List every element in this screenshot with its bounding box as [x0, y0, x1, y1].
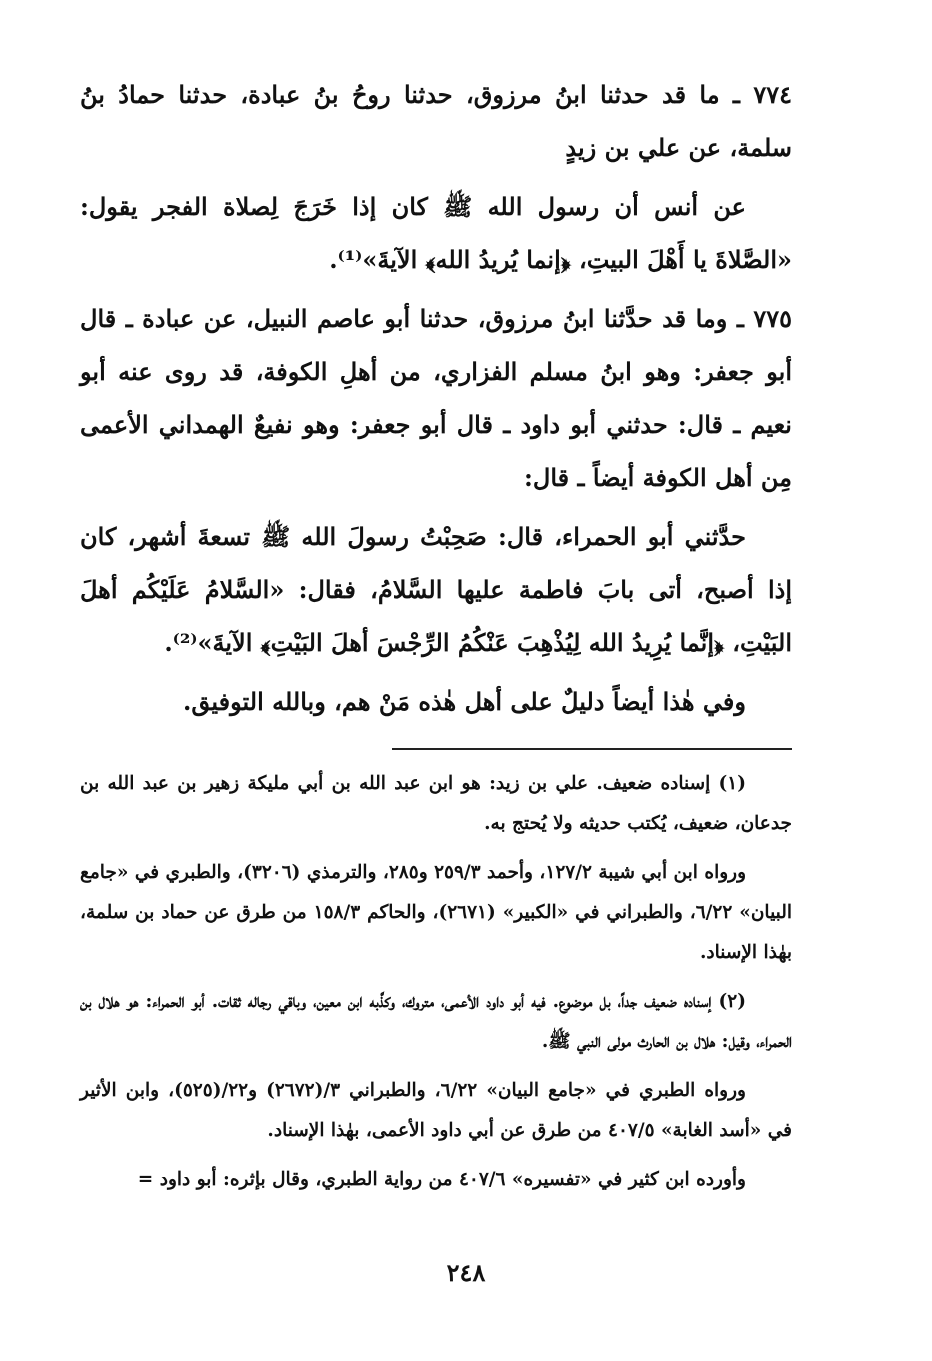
closing-remark: وفي هٰذا أيضاً دليلٌ على أهل هٰذه مَنْ هم، وبالله التوفيق. — [183, 687, 746, 716]
footnote-divider — [392, 748, 792, 750]
footnote-1: (١) إسناده ضعيف. علي بن زيد: هو ابن عبد الله بن أبي مليكة زهير بن عبد الله بن جدعان، ضعيف، يُكتب حديثه ولا يُحتج به. — [80, 773, 792, 834]
footnote-2: (٢) إسناده ضعيف جداً، بل موضوع. فيه أبو داود الأعمى، متروك، وكذَّبه ابن معين، وباقي رجاله ثقات. أبو الحمراء: هو هلال بن الحمراء، وقيل: هلال بن الحارث مولى النبي ﷺ. — [80, 991, 792, 1052]
hadith-774-matn: عن أنس أن رسول الله ﷺ كان إذا خَرَجَ لِصلاة الفجر يقول: «الصَّلاةَ يا أَهْلَ البيتِ، ﴿إنما يُريدُ الله﴾ الآيةَ»⁽¹⁾. — [80, 192, 792, 274]
main-text — [80, 68, 792, 734]
hadith-775-matn: حدَّثني أبو الحمراء، قال: صَحِبْتُ رسولَ الله ﷺ تسعةَ أشهر، كان إذا أصبح، أتى بابَ فاطمة عليها السَّلامُ، فقال: «السَّلامُ عَلَيْكُم أهلَ البَيْتِ، ﴿إنَّما يُرِيدُ الله لِيُذْهِبَ عَنْكُمُ الرِّجْسَ أهلَ البَيْتِ﴾ الآيةَ»⁽²⁾. — [80, 522, 792, 657]
footnote-1-sources: ورواه ابن أبي شيبة ١٢٧/٢، وأحمد ٢٥٩/٣ و٢٨٥، والترمذي (٣٢٠٦)، والطبري في «جامع البيان» ٦/٢٢، والطبراني في «الكبير» (٢٦٧١)، والحاكم ١٥٨/٣ من طرق عن حماد بن سلمة، بهٰذا الإسناد. — [80, 862, 793, 963]
footnotes — [80, 764, 792, 1209]
footnote-2-sources: ورواه الطبري في «جامع البيان» ٦/٢٢، والطبراني ٣/(٢٦٧٢) و٢٢/(٥٢٥)، وابن الأثير في «أسد الغابة» ٤٠٧/٥ من طرق عن أبي داود الأعمى، بهٰذا الإسناد. — [80, 1080, 792, 1141]
page-number: ٢٤٨ — [446, 1258, 486, 1287]
hadith-774: ٧٧٤ ـ ما قد حدثنا ابنُ مرزوق، حدثنا روحُ بنُ عبادة، حدثنا حمادُ بنُ سلمة، عن علي بن زيدٍ — [80, 80, 792, 162]
hadith-775: ٧٧٥ ـ وما قد حدَّثنا ابنُ مرزوق، حدثنا أبو عاصم النبيل، عن عبادة ـ قال أبو جعفر: وهو ابنُ مسلم الفزاري، من أهلِ الكوفة، قد روى عنه أبو نعيم ـ قال: حدثني أبو داود ـ قال أبو جعفر: وهو نفيعٌ الهمداني الأعمى مِن أهل الكوفة أيضاً ـ قال: — [80, 304, 792, 492]
footnote-2-continuation: وأورده ابن كثير في «تفسيره» ٤٠٧/٦ من رواية الطبري، وقال بإثره: أبو داود = — [137, 1169, 746, 1190]
